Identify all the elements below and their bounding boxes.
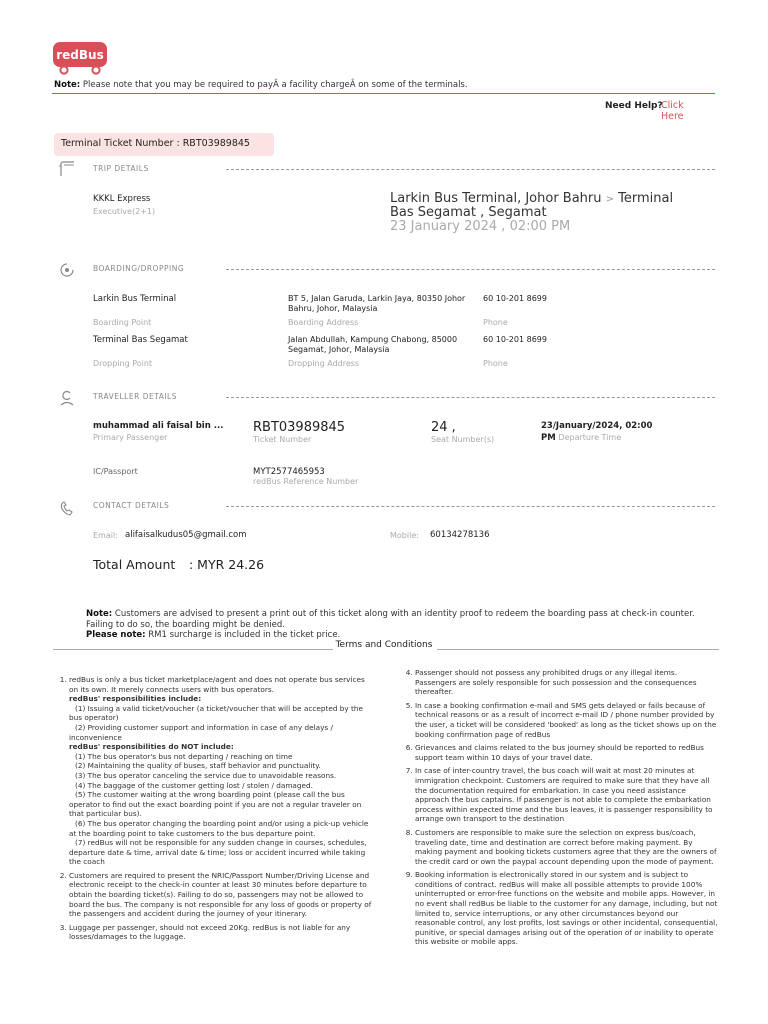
operator-name: KKKL Express <box>93 194 151 204</box>
route-arrow: > <box>605 194 615 205</box>
passenger-name: muhammad ali faisal bin ... <box>93 421 224 431</box>
location-pin-icon <box>58 261 76 279</box>
route-from: Larkin Bus Terminal, Johor Bahru <box>390 191 602 206</box>
reference-number-label: redBus Reference Number <box>253 477 359 486</box>
email-label: Email: <box>93 531 118 540</box>
term-item: 2. Customers are required to present the NRIC/Passport Number/Driving License and electronic receipt to the check-in counter at least 30 minutes before departure to obtain the boarding ticket(s). Failing to do so, passengers may not be allowed to board the bus. The company is not responsible for any loss of goods or property of the passengers and accident during the journey of your itinerary. <box>69 871 376 919</box>
term-text: redBus is only a bus ticket marketplace/agent and does not operate bus services on its own. It merely connects users with bus operators. <box>69 675 365 694</box>
ticket-number: RBT03989845 <box>253 420 346 435</box>
seat-number-label: Seat Number(s) <box>431 435 495 444</box>
ic-passport-label: IC/Passport <box>93 467 138 476</box>
trip-details-title: TRIP DETAILS <box>93 164 149 173</box>
dropping-address: Jalan Abdullah, Kampung Chabong, 85000 Segamat, Johor, Malaysia <box>288 335 458 354</box>
term-sub: (1) Issuing a valid ticket/voucher (a ticket/voucher that will be accepted by the bus operator) <box>69 703 364 723</box>
term-item: 3. Luggage per passenger, should not exceed 20Kg. redBus is not liable for any losses/damages to the luggage. <box>69 923 376 942</box>
terms-title: Terms and Conditions <box>335 640 433 650</box>
boarding-point: Larkin Bus Terminal <box>93 294 177 304</box>
svg-text:redBus: redBus <box>56 48 104 62</box>
bottom-note-label: Note: <box>86 609 113 619</box>
contact-divider <box>226 506 715 507</box>
boarding-phone-label: Phone <box>483 318 508 327</box>
term-sub: (7) redBus will not be responsible for any sudden change in courses, schedules, departure date & time, arrival date & time; loss or accident incurred while taking the coach <box>69 838 367 867</box>
ticket-number-label: Ticket Number <box>253 435 312 444</box>
term-sub: (3) The bus operator canceling the service due to unavoidable reasons. <box>75 770 337 780</box>
term-sub: (2) Providing customer support and information in case of any delays / inconvenience <box>69 722 333 742</box>
term-heading: redBus' responsibilities include: <box>69 694 202 704</box>
user-icon <box>58 389 76 407</box>
print-ticket-note <box>86 609 716 641</box>
traveller-details-title: TRAVELLER DETAILS <box>93 392 177 401</box>
dropping-point: Terminal Bas Segamat <box>93 335 188 345</box>
click-here-link[interactable]: Click Here <box>661 100 684 122</box>
term-item: 5. In case a booking confirmation e-mail and SMS gets delayed or fails because of technical reasons or as a result of incorrect e-mail ID / phone number provided by the user, a ticket will be considered 'booked' as long as the ticket shows up on the booking confirmation page of redBus <box>415 701 720 739</box>
terminal-ticket-number: Terminal Ticket Number : RBT03989845 <box>54 133 274 156</box>
departure-block <box>541 421 661 444</box>
term-item <box>69 675 376 867</box>
total-amount-value: : MYR 24.26 <box>189 557 265 572</box>
facility-charge-note <box>54 80 468 90</box>
bottom-note-text: Customers are advised to present a print out of this ticket along with an identity proof to redeem the boarding pass at check-in counter. Failing to do so, the boarding might be denied. <box>86 609 695 630</box>
boarding-point-label: Boarding Point <box>93 318 152 327</box>
boarding-phone: 60 10-201 8699 <box>483 294 547 303</box>
term-sub: (6) The bus operator changing the boarding point and/or using a pick-up vehicle at the boarding point to take customers to the bus departure point. <box>69 818 369 838</box>
route-to: Terminal Bas Segamat , Segamat <box>390 191 674 220</box>
header-divider <box>52 93 715 94</box>
dropping-address-label: Dropping Address <box>288 359 360 368</box>
surcharge-note-label: Please note: <box>86 630 146 640</box>
term-item: 7. In case of inter-country travel, the bus coach will wait at most 20 minutes at immigration checkpoint. Customers are required to make sure that they have all the documentation required for embarkation. In case you need assistance approach the bus captains. If passenger is not able to complete the embarkation process within expected time and the bus leaves, it is passenger responsibility to arrange own transport to the destination <box>415 766 720 824</box>
contact-details-title: CONTACT DETAILS <box>93 501 170 510</box>
redbus-logo <box>52 41 108 75</box>
terms-right-column <box>400 668 720 951</box>
term-sub: (4) The baggage of the customer getting lost / stolen / damaged. <box>75 780 313 790</box>
route <box>390 192 690 219</box>
traveller-divider <box>226 397 715 398</box>
need-help-label: Need Help? <box>605 101 663 111</box>
terms-left-column <box>54 675 376 946</box>
reference-number: MYT2577465953 <box>253 467 325 477</box>
term-heading: redBus' responsibilities do NOT include: <box>69 742 234 752</box>
departure-time: 23/January/2024, 02:00 PM <box>541 421 653 443</box>
boarding-dropping-title: BOARDING/DROPPING <box>93 264 185 273</box>
dropping-point-label: Dropping Point <box>93 359 153 368</box>
term-item: 8. Customers are responsible to make sure the selection on express bus/coach, traveling date, time and destination are correct before making payment. By making payment and booking tickets customers agree that they are the owners of the credit card or own the paypal account depending upon the mode of payment. <box>415 828 720 866</box>
term-item: 9. Booking information is electronically stored in our system and is subject to conditions of contract. redBus will make all possible attempts to provide 100% uninterrupted or error-free functions on the website and mobile apps. However, in no event shall redBus be liable to the customer for any damage, including, but not limited to, service interruptions, or any other circumstances beyond our reasonable control, any lost profits, lost savings or other incidental, consequential, punitive, or special damages arising out of the operation of or inability to operate this website or mobile apps. <box>415 870 720 947</box>
total-amount-label: Total Amount <box>93 557 176 572</box>
term-sub: (5) The customer waiting at the wrong boarding point (please call the bus operator to find out the exact boarding point if you are not a regular traveler on that particular bus). <box>69 790 362 819</box>
term-sub: (1) The bus operator's bus not departing / reaching on time <box>75 751 293 761</box>
mobile-label: Mobile: <box>390 531 419 540</box>
boarding-address: BT 5, Jalan Garuda, Larkin Jaya, 80350 Johor Bahru, Johor, Malaysia <box>288 294 466 313</box>
departure-time-label: Departure Time <box>558 433 622 442</box>
terms-divider-right <box>437 649 719 650</box>
seat-number: 24 , <box>431 420 456 435</box>
boarding-address-label: Boarding Address <box>288 318 359 327</box>
term-item: 6. Grievances and claims related to the bus journey should be reported to redBus support team within 10 days of your travel date. <box>415 743 720 762</box>
term-sub: (2) Maintaining the quality of buses, staff behavior and punctuality. <box>75 761 321 771</box>
mobile-value: 60134278136 <box>430 530 490 540</box>
note-text: Please note that you may be required to payÂ a facility chargeÂ on some of the terminals. <box>82 80 468 90</box>
passenger-label: Primary Passenger <box>93 433 168 442</box>
bus-type: Executive(2+1) <box>93 207 156 216</box>
dropping-phone-label: Phone <box>483 359 508 368</box>
note-label: Note: <box>54 80 81 90</box>
bus-icon <box>58 160 76 178</box>
phone-icon <box>58 499 76 517</box>
trip-divider <box>226 169 715 170</box>
term-item: 4. Passenger should not possess any prohibited drugs or any illegal items. Passengers are solely responsible for such possession and the consequences thereafter. <box>415 668 720 697</box>
surcharge-note-text: RM1 surcharge is included in the ticket price. <box>148 630 341 640</box>
email-value: alifaisalkudus05@gmail.com <box>125 530 247 540</box>
journey-datetime: 23 January 2024 , 02:00 PM <box>390 219 571 234</box>
dropping-phone: 60 10-201 8699 <box>483 335 547 344</box>
boarding-divider <box>226 269 715 270</box>
